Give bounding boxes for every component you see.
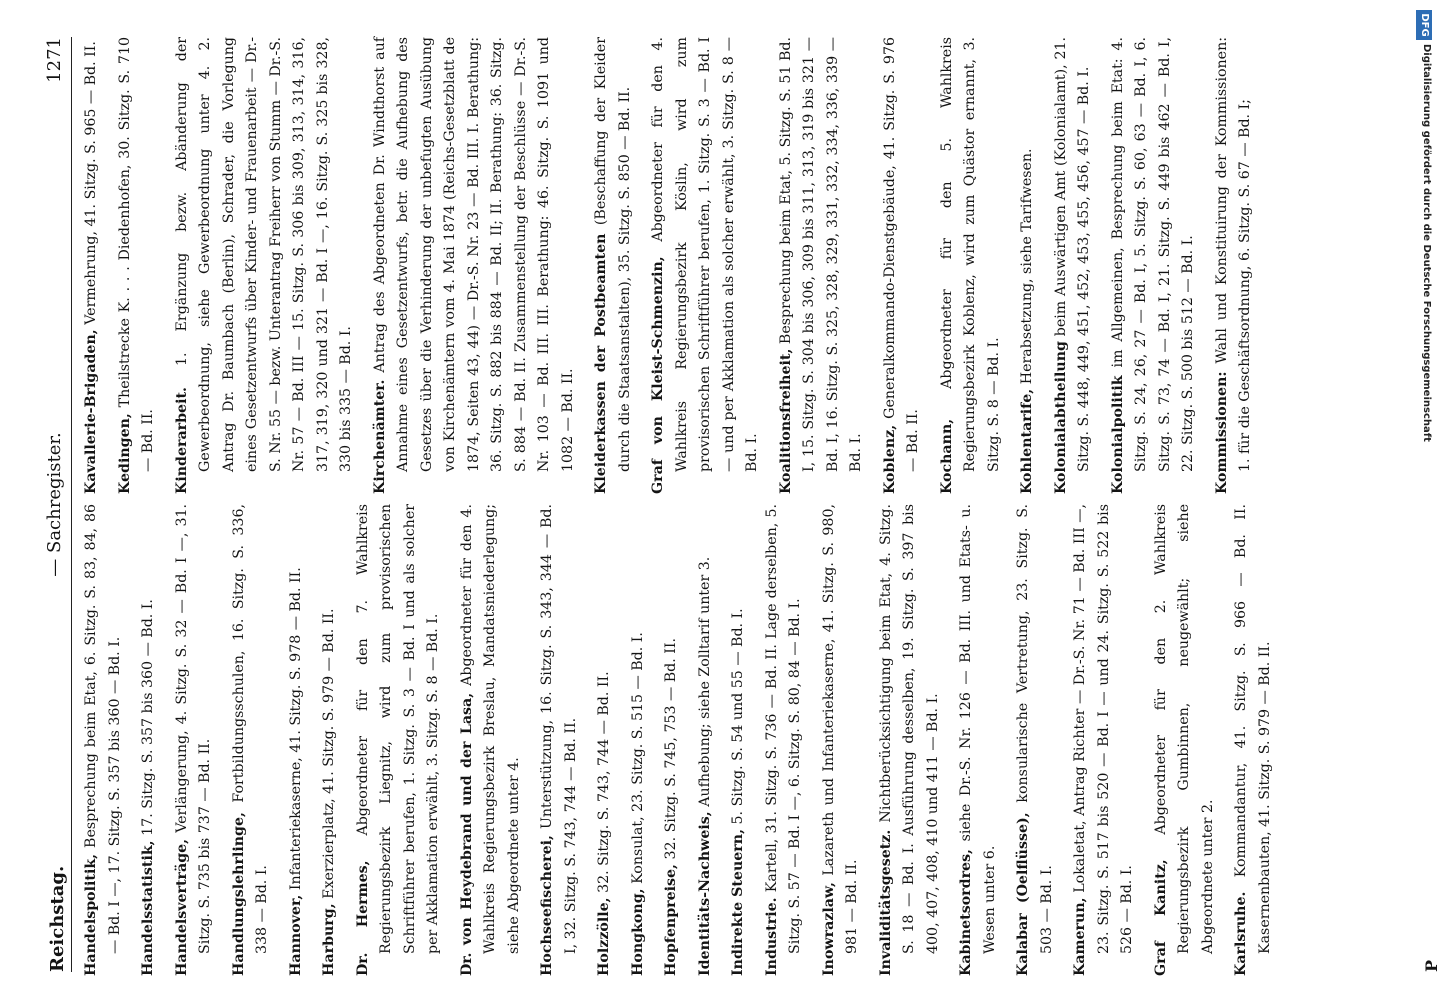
index-entry <box>955 504 1002 976</box>
entry-heading: Kolonialabtheilung <box>1052 341 1069 494</box>
index-entry <box>727 504 751 976</box>
index-entry <box>1050 37 1097 494</box>
index-entry <box>171 504 218 976</box>
left-column <box>80 504 1287 976</box>
index-entry <box>1016 37 1040 494</box>
entry-text: Nichtberücksichtigung beim Etat, 4. Sitzg. S. 18 — Bd. I. Ausführung desselben, 19. Sitzg. S. 397 bis 400, 407, 408, 410 und 411 — Bd. I. <box>877 504 941 954</box>
index-entry <box>775 37 869 494</box>
index-entry <box>137 504 161 976</box>
index-entry <box>80 504 127 976</box>
entry-text: 32. Sitzg. S. 745, 753 — Bd. II. <box>663 638 679 860</box>
entry-text: Besprechung beim Etat, 6. Sitzg. S. 83, 84, 86 — Bd. I —, 17. Sitzg. S. 357 bis 360 — Bd. I. <box>83 504 123 954</box>
index-entry <box>761 504 808 976</box>
index-entry <box>352 504 446 976</box>
entry-text: Vermehrung, 41. Sitzg. S. 965 — Bd. II. <box>83 41 99 325</box>
index-entry <box>694 504 718 976</box>
entry-heading: Kolonialpolitik <box>1109 375 1126 494</box>
index-entry <box>228 504 275 976</box>
entry-text: Abgeordneter für den 2. Wahlkreis Regierungsbezirk Gumbinnen, neugewählt; siehe Abgeordnete unter 2. <box>1152 503 1216 954</box>
dfg-logo <box>1416 10 1432 40</box>
entry-heading: Dr. von Heydebrand und der Lasa, <box>458 692 475 976</box>
index-entry <box>647 37 765 494</box>
entry-text: Abgeordneter für den 7. Wahlkreis Regierungsbezirk Liegnitz, wird zum provisorischen Schriftführer berufen, 1. Sitzg. S. 3 — Bd. I und als solcher per Akklamation erwählt, 3. Sitzg. S. 8 — Bd. I. <box>354 504 441 954</box>
entry-heading: Handlungslehrlinge, <box>230 812 247 976</box>
entry-text: Fortbildungsschulen, 16. Sitzg. S. 336, 338 — Bd. I. <box>230 504 270 954</box>
index-entry <box>879 37 926 494</box>
entry-text: Lazareth und Infanteriekaserne, 41. Sitzg. S. 980, 981 — Bd. II. <box>820 504 860 954</box>
entry-text: Verlängerung, 4. Sitzg. S. 32 — Bd. I —, 31. Sitzg. S. 735 bis 737 — Bd. II. <box>173 503 213 954</box>
header-rule <box>71 37 72 972</box>
entry-heading: Harburg, <box>321 903 337 976</box>
entry-text: Besprechung beim Etat, 5. Sitzg. S. 51 Bd. I, 15. Sitzg. S. 304 bis 306, 309 bis 311, 313, 319 bis 321 — Bd. I, 16. Sitzg. S. 325, 328, 329, 331, 332, 334, 336, 339 — Bd. I. <box>777 37 864 472</box>
entry-text: Konsulat, 23. Sitzg. S. 515 — Bd. I. <box>629 632 646 884</box>
entry-heading: Karlsruhe. <box>1233 891 1249 976</box>
entry-text: beim Auswärtigen Amt (Kolonialamt), 21. Sitzg. S. 448, 449, 451, 452, 453, 455, 456, 457 — Bd. I. <box>1052 36 1092 472</box>
entry-heading: Hopfenpreise, <box>663 864 679 976</box>
entry-heading: Graf Kanitz, <box>1152 859 1169 976</box>
entry-heading: Kamerun, <box>1072 897 1088 976</box>
entry-text: Aufhebung; siehe Zolltarif unter 3. <box>696 556 713 807</box>
entry-heading: Kinderarbeit. <box>173 387 190 494</box>
index-entry <box>660 504 684 976</box>
index-entry <box>114 37 161 494</box>
entry-heading: Kommissionen: <box>1213 371 1230 494</box>
entry-text: siehe Dr.-S. Nr. 126 — Bd. III. und Etats- u. Wesen unter 6. <box>958 504 998 954</box>
entry-heading: Hannover, <box>287 894 304 976</box>
header-title: Reichstag. <box>47 865 68 972</box>
entry-heading: Identitäts-Nachweis, <box>696 811 713 976</box>
index-entry <box>536 504 583 976</box>
index-entry <box>456 504 527 976</box>
entry-heading: Dr. Hermes, <box>354 860 371 976</box>
entry-heading: Inowrazlaw, <box>820 882 837 976</box>
entry-heading: Kedingen, <box>116 413 133 494</box>
entry-heading: Graf von Kleist-Schmenzin, <box>650 256 666 494</box>
index-entry <box>318 504 342 976</box>
entry-heading: Industrie. <box>763 897 780 976</box>
entry-heading: Invaliditätsgesetz. <box>877 829 894 976</box>
index-entry <box>80 37 104 494</box>
entry-text: Abgeordneter für den 4. Wahlkreis Regierungsbezirk Breslau, Mandatsniederlegung; siehe Abgeordnete unter 4. <box>458 503 522 954</box>
entry-text: im Allgemeinen, Besprechung beim Etat: 4. Sitzg. S. 24, 26, 27 — Bd. I, 5. Sitzg. S. 60, 63 — Bd. I, 6. Sitzg. S. 73, 74 — Bd. I, 21. Sitzg. S. 449 bis 462 — Bd. I, 22. Sitzg. S. 500 bis 512 — Bd. I. <box>1109 36 1196 472</box>
entry-text: Theilstrecke K. . . . Diedenhofen, 30. Sitzg. S. 710 — Bd. II. <box>116 36 156 472</box>
entry-heading: Koblenz, <box>881 424 898 494</box>
entry-heading: Kohlentarife, <box>1019 388 1035 494</box>
entry-heading: Handelsstatistik, <box>140 840 156 976</box>
entry-heading: Handelspolitik, <box>83 853 99 976</box>
index-entry <box>285 504 309 976</box>
entry-text: Abgeordneter für den 4. Wahlkreis Regierungsbezirk Köslin, wird zum provisorischen Schriftführer berufen, 1. Sitzg. S. 3 — Bd. I — und per Akklamation als solcher erwählt, 3. Sitzg. S. 8 — Bd. I. <box>650 37 760 472</box>
entry-text: Kommandantur, 41. Sitzg. S. 966 — Bd. II. Kasernenbauten, 41. Sitzg. S. 979 — Bd. II. <box>1233 504 1273 954</box>
entry-text: Abgeordneter für den 5. Wahlkreis Regierungsbezirk Koblenz, wird zum Quästor ernannt, 3. Sitzg. S. 8 — Bd. I. <box>938 36 1002 472</box>
entry-text: 17. Sitzg. S. 357 bis 360 — Bd. I. <box>140 599 156 836</box>
entry-text: 32. Sitzg. S. 743, 744 — Bd. II. <box>596 671 612 893</box>
index-entry <box>1107 37 1201 494</box>
entry-heading: Kavallerie-Brigaden, <box>83 329 99 494</box>
index-entry <box>1069 504 1140 976</box>
digitization-note <box>1416 10 1432 550</box>
right-column <box>80 37 1268 494</box>
entry-text: Generalkommando-Dienstgebäude, 41. Sitzg. S. 976 — Bd. II. <box>881 37 921 472</box>
entry-text: Kartell, 31. Sitzg. S. 736 — Bd. II. Lage derselben, 5. Sitzg. S. 57 — Bd. I —, 6. Sitzg. S. 80, 84 — Bd. I. <box>763 504 803 954</box>
entry-text: konsularische Vertretung, 23. Sitzg. S. 503 — Bd. I. <box>1015 503 1055 954</box>
entry-text: Unterstützung, 16. Sitzg. S. 343, 344 — Bd. I, 32. Sitzg. S. 743, 744 — Bd. II. <box>539 504 579 954</box>
index-entry <box>593 504 617 976</box>
entry-heading: Kalabar (Oelflüsse), <box>1015 812 1031 976</box>
entry-heading: Kabinetsordres, <box>958 848 974 976</box>
digitization-text: Digitalisierung gefördert durch die Deutsche Forschungsgemeinschaft <box>1421 44 1432 442</box>
entry-heading: Hochseefischerei, <box>539 835 555 976</box>
entry-text: Antrag des Abgeordneten Dr. Windthorst auf Annahme eines Gesetzentwurfs, betr. die Aufhebung des Gesetzes über die Verhinderung der unbefugten Ausübung von Kirchenämtern vom 4. Mai 1874 (Reichs-Gesetzblatt de 1874, Seiten 43, 44) — Dr.-S. Nr. 23 — Bd. III. I. Berathung: 36. Sitzg. S. 882 bis 884 — Bd. II; II. Berathung: 36. Sitzg. S. 884 — Bd. II. Zusammenstellung der Beschlüsse — Dr.-S. Nr. 103 — Bd. III. III. Berathung: 46. Sitzg. S. 1091 und 1082 — Bd. II. <box>371 37 576 472</box>
entry-heading: Indirekte Steuern, <box>730 828 746 976</box>
entry-heading: Koalitionsfreiheit, <box>777 348 794 494</box>
index-entry <box>1150 504 1221 976</box>
index-entry <box>1211 37 1258 494</box>
index-entry <box>936 37 1007 494</box>
entry-text: Herabsetzung, siehe Tarifwesen. <box>1019 148 1035 385</box>
entry-text: Wahl und Konstituirung der Kommissionen: 1. für die Geschäftsordnung, 6. Sitzg. S. 67 — Bd. I; <box>1213 37 1253 472</box>
entry-heading: Kochann, <box>938 418 955 494</box>
index-entry <box>875 504 946 976</box>
dfg-logo-text: DFG <box>1419 13 1430 37</box>
index-entry <box>1230 504 1277 976</box>
index-entry <box>171 37 359 494</box>
entry-text: 1. Ergänzung bezw. Abänderung der Gewerbeordnung, siehe Gewerbeordnung unter 4. 2. Antrag Dr. Baumbach (Berlin), Schrader, die Vorlegung eines Gesetzentwurfs über Kinder- und Frauenarbeit — Dr.-S. Nr. 55 — bezw. Unterantrag Freiherr von Stumm — Dr.-S. Nr. 57 — Bd. III — 15. Sitzg. S. 306 bis 309, 313, 314, 316, 317, 319, 320 und 321 — Bd. I —, 16. Sitzg. S. 325 bis 328, 330 bis 335 — Bd. I. <box>173 37 354 472</box>
entry-text: 5. Sitzg. S. 54 und 55 — Bd. I. <box>730 608 746 825</box>
index-entry <box>818 504 865 976</box>
index-entry <box>1012 504 1059 976</box>
entry-text: Exerzierplatz, 41. Sitzg. S. 979 — Bd. II. <box>321 608 337 899</box>
entry-heading: Holzzölle, <box>596 897 612 976</box>
entry-heading: Kirchenämter. <box>371 379 388 494</box>
entry-text: Lokaletat, Antrag Richter — Dr.-S. Nr. 71 — Bd. III —, 23. Sitzg. S. 517 bis 520 — Bd. I — und 24. Sitzg. S. 522 bis 526 — Bd. I. <box>1072 504 1135 954</box>
index-entry <box>590 37 637 494</box>
page-header <box>44 37 72 972</box>
entry-heading: Kleiderkassen der Postbeamten <box>593 233 609 494</box>
entry-heading: Hongkong, <box>629 888 646 976</box>
entry-text: Infanteriekaserne, 41. Sitzg. S. 978 — Bd. II. <box>287 567 304 891</box>
footer-mark: P <box>1422 959 1441 972</box>
entry-text: (Beschaffung der Kleider durch die Staatsanstalten), 35. Sitzg. S. 850 — Bd. II. <box>593 37 633 472</box>
index-entry <box>627 504 651 976</box>
entry-heading: Handelsverträge, <box>173 838 190 976</box>
index-entry <box>369 37 581 494</box>
page-number: 1271 <box>44 37 65 83</box>
header-section: — Sachregister. <box>44 432 65 577</box>
